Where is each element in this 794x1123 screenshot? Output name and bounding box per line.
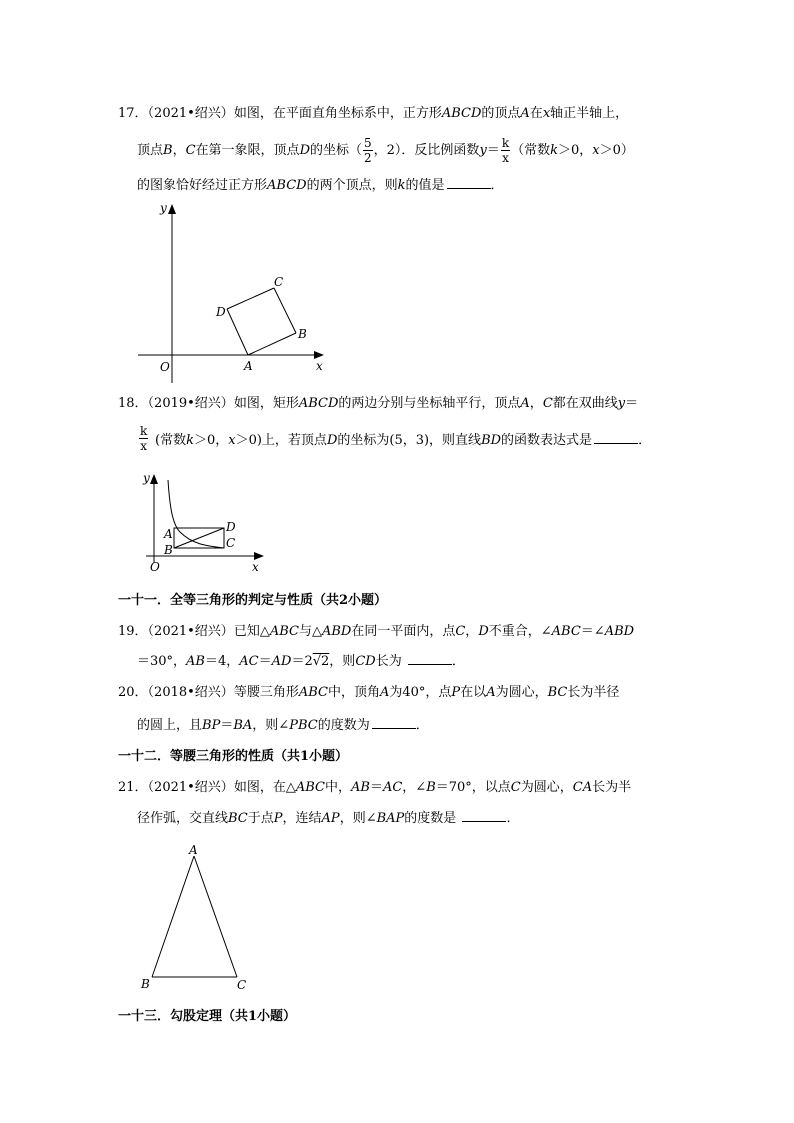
p21-figure [138,842,258,992]
origin-label: O [160,360,170,374]
section-heading-12: 一十二．等腰三角形的性质（共1小题） [118,749,349,764]
p17-line3: 的图象恰好经过正方形ABCD的两个顶点，则k的值是 ． [137,178,504,193]
p19-line2: ＝30°，AB＝4，AC＝AD＝2√2，则CD长为 ． [137,654,465,669]
p21-line2: 径作弧，交直线BC于点P，连结AP，则∠BAP的度数是 ． [137,811,520,826]
origin-label: O [150,560,160,574]
vertex-a-label: A [164,527,173,541]
vertex-c-label: C [237,978,247,992]
p21-line1: 21．（2021•绍兴）如图，在△ABC中，AB＝AC，∠B＝70°，以点C为圆心，CA长为半 [118,780,632,795]
vertex-a-label: A [189,843,198,857]
section-heading-13: 一十三．勾股定理（共1小题） [118,1009,297,1024]
vertex-c-label: C [274,275,284,289]
y-axis-label: y [160,201,167,215]
y-axis-label: y [143,471,150,485]
section-heading-11: 一十一．全等三角形的判定与性质（共2小题） [118,593,388,608]
vertex-d-label: D [226,520,236,534]
x-axis-label: x [316,359,323,373]
answer-blank [447,176,491,189]
answer-blank [408,652,452,665]
x-axis-label: x [252,560,259,574]
vertex-c-label: C [226,536,236,550]
p18-line2: (常数k＞0，x＞0)上，若顶点D的坐标为(5，3)，则直线BD的函数表达式是 ． [155,433,652,448]
vertex-a-label: A [244,359,253,373]
p17-figure [130,198,340,388]
p20-line1: 20．（2018•绍兴）等腰三角形ABC中，顶角A为40°，点P在以A为圆心，BC长为半径 [118,685,620,700]
vertex-b-label: B [141,977,150,991]
p19-line1: 19．（2021•绍兴）已知△ABC与△ABD在同一平面内，点C，D不重合，∠ABC＝∠ABD [118,624,635,639]
p18-figure [140,468,270,576]
p17-line1: 17．（2021•绍兴）如图，在平面直角坐标系中，正方形ABCD的顶点A在x轴正半轴上， [118,106,629,121]
p17-line2: 顶点B，C在第一象限，顶点D的坐标（ $\frac{5}{2}$ ，2）．反比例函数y＝ $\frac{k}{x}$ （常数k＞0，x＞0） [137,136,634,165]
answer-blank [594,431,638,444]
vertex-b-label: B [298,327,307,341]
p20-line2: 的圆上，且BP＝BA，则∠PBC的度数为 ． [137,718,429,733]
fraction-five-halves: $\frac{5}{2}$ [364,136,372,165]
answer-blank [462,809,506,822]
p18-line1: 18．（2019•绍兴）如图，矩形ABCD的两边分别与坐标轴平行，顶点A，C都在双曲线y＝ [118,396,639,411]
fraction-k-over-x: $\frac{k}{x}$ [501,136,510,165]
p18-fraction-k-over-x: $\frac{k}{x}$ [140,424,148,453]
answer-blank [372,716,416,729]
vertex-b-label: B [164,543,173,557]
vertex-d-label: D [216,305,226,319]
